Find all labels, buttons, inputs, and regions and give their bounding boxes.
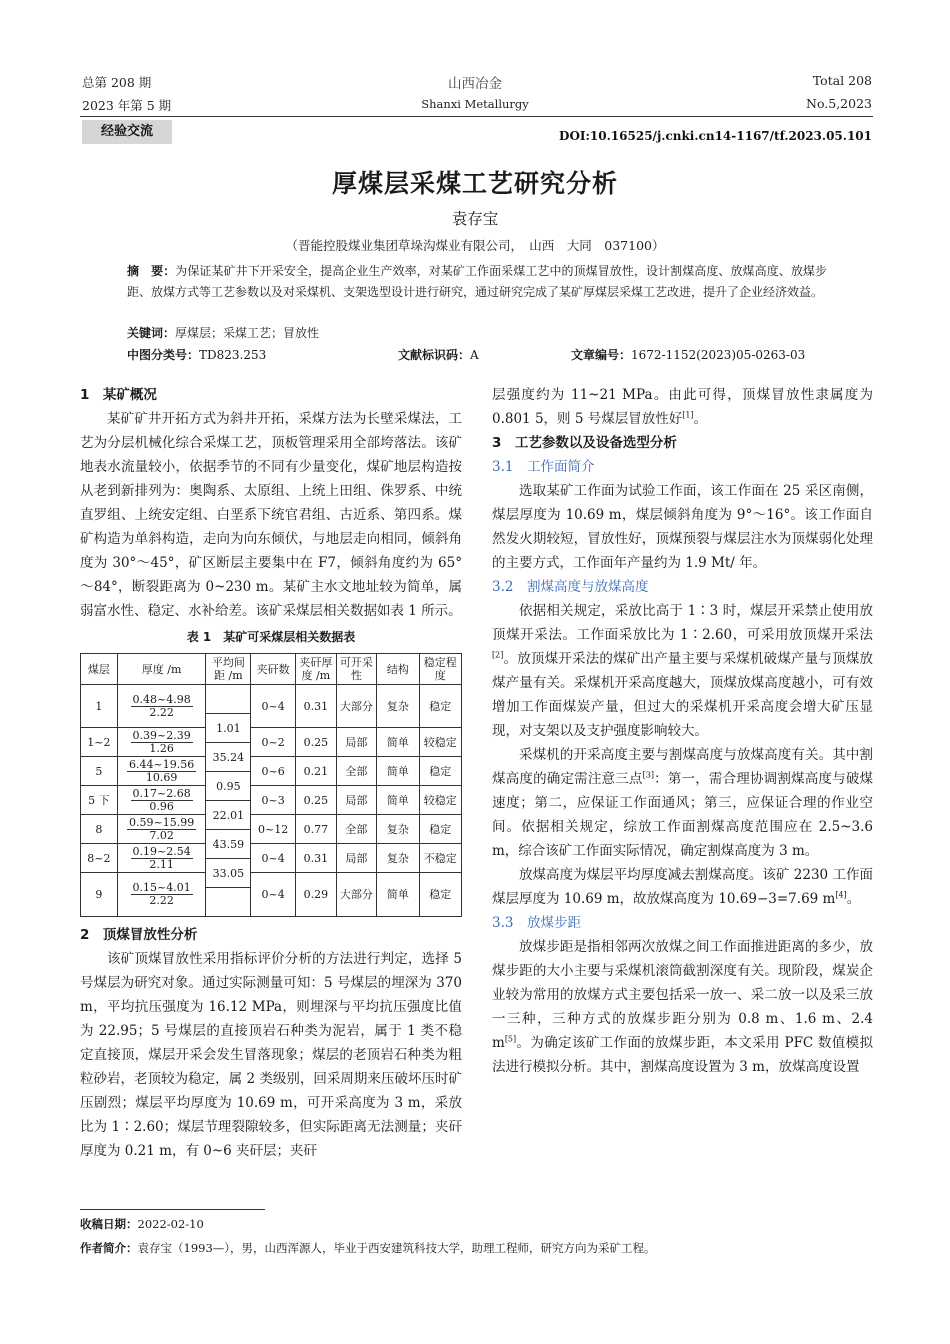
section-3-title: 3 工艺参数以及设备选型分析 [492, 435, 677, 451]
clc-number: 中图分类号：TD823.253 [127, 348, 267, 362]
keywords-label: 关键词： [127, 326, 176, 340]
thickness-fraction: $\frac{0.17\sim 2.68}{0.96}$ [132, 786, 191, 813]
cell-spacing-empty [206, 888, 251, 917]
cell-thickness [117, 757, 206, 786]
cell-mineability: 大部分 [336, 873, 376, 917]
left-column [80, 383, 462, 1163]
cell-structure: 复杂 [377, 685, 419, 728]
cell-seam: 8 [81, 815, 118, 844]
article-number: 文章编号：1672-1152(2023)05-0263-03 [571, 348, 806, 362]
keywords [127, 324, 319, 341]
cell-thickness [117, 873, 206, 917]
header-rule [80, 116, 873, 117]
section-3-1-paragraph: 选取某矿工作面为试验工作面，该工作面在 25 采区南侧，煤层厚度为 10.69 m，煤层倾斜角度为 9°～16°。该工作面自然发火期较短，冒放性好，顶煤预裂与煤层注水为顶煤弱化处理的主要方式，工作面年产量约为 1.9 Mt/ 年。 [492, 483, 873, 571]
cell-structure: 简单 [377, 873, 419, 917]
abstract [127, 261, 827, 303]
table-row [81, 873, 462, 888]
cell-mineability: 局部 [336, 844, 376, 873]
table-row [81, 757, 462, 772]
document-code: 文献标识码：A [398, 348, 479, 362]
col-mineability: 可开采性 [336, 654, 376, 685]
cell-stability: 不稳定 [419, 844, 461, 873]
cell-seam: 5 [81, 757, 118, 786]
cell-band-count: 0~6 [251, 757, 296, 786]
issue-number-en: No.5,2023 [806, 96, 872, 111]
cell-structure: 简单 [377, 728, 419, 757]
cell-band-count: 0~3 [251, 786, 296, 815]
journal-name-cn: 山西冶金 [448, 76, 502, 92]
cell-spacing: 43.59 [206, 830, 251, 859]
cell-thickness [117, 685, 206, 728]
keywords-text: 厚煤层；采煤工艺；冒放性 [175, 326, 320, 340]
cell-mineability: 全部 [336, 815, 376, 844]
cell-thickness [117, 815, 206, 844]
table-1-caption: 表 1 某矿可采煤层相关数据表 [186, 630, 356, 644]
thickness-fraction: $\frac{6.44\sim 19.56}{10.69}$ [129, 757, 195, 784]
journal-name-en: Shanxi Metallurgy [421, 97, 529, 111]
table-row [81, 786, 462, 801]
section-1-title: 1 某矿概况 [80, 387, 157, 403]
cell-band-thickness: 0.25 [295, 786, 336, 815]
cell-mineability: 全部 [336, 757, 376, 786]
cell-seam: 9 [81, 873, 118, 917]
issue-number-cn: 2023 年第 5 期 [82, 98, 172, 113]
cell-band-count: 0~4 [251, 685, 296, 728]
paper-title: 厚煤层采煤工艺研究分析 [331, 169, 618, 198]
cell-band-thickness: 0.31 [295, 844, 336, 873]
thickness-fraction: $\frac{0.59\sim 15.99}{7.02}$ [129, 815, 195, 842]
author-bio: 作者简介：袁存宝（1993—），男，山西浑源人，毕业于西安建筑科技大学，助理工程师，研究方向为采矿工程。 [80, 1241, 656, 1255]
thickness-fraction: $\frac{0.48\sim 4.98}{2.22}$ [132, 692, 191, 719]
table-1 [80, 653, 462, 917]
issue-total-cn: 总第 208 期 [82, 75, 152, 90]
cell-band-thickness: 0.77 [295, 815, 336, 844]
footnote-rule [80, 1209, 265, 1210]
abstract-label: 摘 要： [127, 264, 176, 278]
abstract-text: 为保证某矿井下开采安全，提高企业生产效率，对某矿工作面采煤工艺中的顶煤冒放性，设计割煤高度、放煤高度、放煤步距、放煤方式等工艺参数以及对采煤机、支架选型设计进行研究，通过研究完成了某矿厚煤层采煤工艺改进，提升了企业经济效益。 [127, 264, 827, 299]
issue-total-en: Total 208 [812, 73, 872, 88]
affiliation: （晋能控股煤业集团草垛沟煤业有限公司， 山西 大同 037100） [285, 238, 665, 253]
section-2-paragraph: 该矿顶煤冒放性采用指标评价分析的方法进行判定，选择 5 号煤层为研究对象。通过实际测量可知：5 号煤层的埋深为 370 m，平均抗压强度为 16.12 MPa，则埋深与平均抗压强度比值为 22.95；5 号煤层的直接顶岩石种类为泥岩，属于 1 类不稳定直接顶，煤层开采会发生冒落现象；煤层的老顶岩石种类为粗粒砂岩，老顶较为稳定，属 2 类级别，回采周期来压破坏压时矿压剧烈；煤层平均厚度为 10.69 m，可开采高度为 3 m，采放比为 1∶2.60；煤层节理裂隙较多，但实际距离无法测量；夹矸厚度为 0.21 m，有 0~6 夹矸层；夹矸 [80, 951, 462, 1159]
cell-thickness [117, 728, 206, 757]
col-spacing: 平均间距 /m [206, 654, 251, 685]
ref-5[interactable]: [5] [504, 1034, 517, 1044]
cell-spacing: 35.24 [206, 743, 251, 772]
doi[interactable]: DOI:10.16525/j.cnki.cn14-1167/tf.2023.05.101 [559, 129, 872, 143]
table-header-row [81, 654, 462, 685]
section-3-2-paragraph-3: 放煤高度为煤层平均厚度减去割煤高度。该矿 2230 工作面煤层厚度为 10.69 m，故放煤高度为 10.69−3=7.69 m[4]。 [492, 867, 873, 907]
table-row [81, 728, 462, 743]
ref-3[interactable]: [3] [642, 770, 654, 780]
cell-band-count: 0~4 [251, 844, 296, 873]
cell-stability: 稳定 [419, 815, 461, 844]
table-row [81, 815, 462, 830]
section-3-3-paragraph: 放煤步距是指相邻两次放煤之间工作面推进距离的多少，放煤步距的大小主要与采煤机滚筒截割深度有关。现阶段，煤炭企业较为常用的放煤方式主要包括采一放一、采二放一以及采三放一三种，三种方式的放煤步距分别为 0.8 m、1.6 m、2.4 m[5]。为确定该矿工作面的放煤步距，本文采用 PFC 数值模拟法进行模拟分析。其中，割煤高度设置为 3 m，放煤高度设置 [492, 939, 873, 1075]
cell-seam: 5 下 [81, 786, 118, 815]
cell-structure: 简单 [377, 786, 419, 815]
col-thickness: 厚度 /m [117, 654, 206, 685]
cell-band-count: 0~2 [251, 728, 296, 757]
cell-spacing: 22.01 [206, 801, 251, 830]
ref-1[interactable]: [1] [682, 410, 694, 420]
cell-band-thickness: 0.21 [295, 757, 336, 786]
section-3-3-title: 3.3 放煤步距 [492, 915, 581, 931]
cell-mineability: 大部分 [336, 685, 376, 728]
section-tag: 经验交流 [82, 120, 172, 144]
cell-band-thickness: 0.29 [295, 873, 336, 917]
cell-mineability: 局部 [336, 728, 376, 757]
continued-paragraph: 层强度约为 11~21 MPa。由此可得，顶煤冒放性隶属度为 0.801 5，则 5 号煤层冒放性好[1]。 [492, 387, 873, 427]
thickness-fraction: $\frac{0.39\sim 2.39}{1.26}$ [132, 728, 191, 755]
cell-spacing: 1.01 [206, 714, 251, 743]
cell-thickness [117, 786, 206, 815]
cell-stability: 较稳定 [419, 728, 461, 757]
cell-stability: 稳定 [419, 873, 461, 917]
cell-thickness [117, 844, 206, 873]
ref-2[interactable]: [2] [492, 650, 504, 660]
cell-spacing: 0.95 [206, 772, 251, 801]
cell-structure: 复杂 [377, 815, 419, 844]
cell-stability: 稳定 [419, 685, 461, 728]
right-column [492, 383, 873, 1079]
col-band-count: 夹矸数 [251, 654, 296, 685]
section-3-2-paragraph-1: 依据相关规定，采放比高于 1∶3 时，煤层开采禁止使用放顶煤开采法。工作面采放比为 1∶2.60，可采用放顶煤开采法[2]。放顶煤开采法的煤矿出产量主要与采煤机破煤产量与顶煤放煤产量有关。采煤机开采高度越大，顶煤放煤高度越小，可有效增加工作面煤炭产量，但过大的采煤机开采高度会增大矿压显现，对支架以及支护强度影响较大。 [492, 603, 873, 739]
section-2-title: 2 顶煤冒放性分析 [80, 927, 198, 943]
section-3-1-title: 3.1 工作面简介 [492, 459, 595, 475]
col-band-thickness: 夹矸厚度 /m [295, 654, 336, 685]
cell-band-thickness: 0.31 [295, 685, 336, 728]
cell-stability: 稳定 [419, 757, 461, 786]
cell-structure: 简单 [377, 757, 419, 786]
cell-seam: 1 [81, 685, 118, 728]
table-row [81, 685, 462, 714]
cell-band-count: 0~12 [251, 815, 296, 844]
col-stability: 稳定程度 [419, 654, 461, 685]
thickness-fraction: $\frac{0.15\sim 4.01}{2.22}$ [132, 881, 191, 907]
cell-band-thickness: 0.25 [295, 728, 336, 757]
cell-band-count: 0~4 [251, 873, 296, 917]
col-structure: 结构 [377, 654, 419, 685]
cell-seam: 8~2 [81, 844, 118, 873]
cell-seam: 1~2 [81, 728, 118, 757]
table-row [81, 844, 462, 859]
received-date: 收稿日期：2022-02-10 [80, 1217, 204, 1231]
section-3-2-paragraph-2: 采煤机的开采高度主要与割煤高度与放煤高度有关。其中割煤高度的确定需注意三点[3]：第一，需合理协调割煤高度与破煤速度；第二，应保证工作面通风；第三，应保证合理的作业空间。依据相关规定，综放工作面割煤高度范围应在 2.5~3.6 m，综合该矿工作面实际情况，确定割煤高度为 3 m。 [492, 747, 874, 859]
section-3-2-title: 3.2 割煤高度与放煤高度 [492, 579, 649, 595]
ref-4[interactable]: [4] [835, 890, 847, 900]
cell-spacing-empty [206, 685, 251, 714]
cell-spacing: 33.05 [206, 859, 251, 888]
cell-stability: 较稳定 [419, 786, 461, 815]
section-1-paragraph: 某矿矿井开拓方式为斜井开拓，采煤方法为长壁采煤法，工艺为分层机械化综合采煤工艺，顶板管理采用全部垮落法。该矿地表水流量较小，依据季节的不同有少量变化，煤矿地层构造按从老到新排列为：奥陶系、太原组、上统上田组、侏罗系、中统直罗组、上统安定组、白垩系下统官君组、古近系、第四系。煤矿构造为单斜构造，走向为向东倾伏，与地层走向相同，倾斜角度为 30°～45°，矿区断层主要集中在 F7，倾斜角度约为 65°～84°，断裂距离为 0~230 m。某矿主水文地址较为简单，属弱富水性、稳定、水补给差。该矿采煤层相关数据如表 1 所示。 [80, 411, 462, 619]
thickness-fraction: $\frac{0.19\sim 2.54}{2.11}$ [132, 844, 191, 871]
cell-mineability: 局部 [336, 786, 376, 815]
cell-structure: 复杂 [377, 844, 419, 873]
col-seam: 煤层 [81, 654, 118, 685]
author-name: 袁存宝 [451, 210, 499, 228]
